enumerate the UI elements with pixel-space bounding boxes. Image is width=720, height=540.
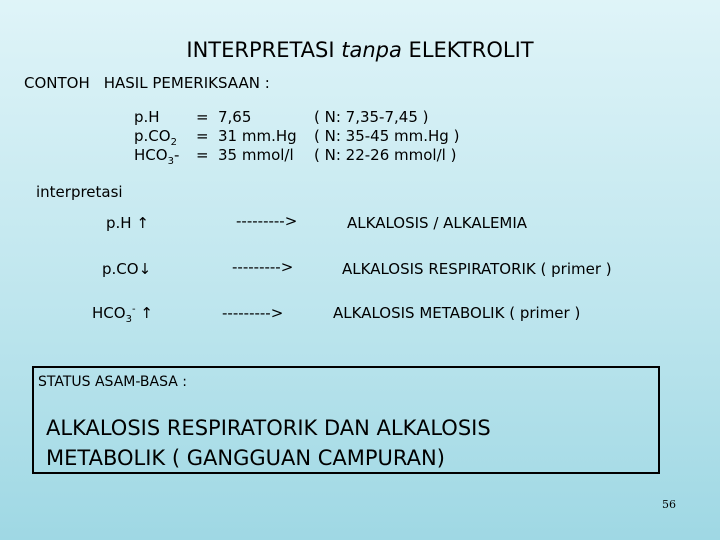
example-heading xyxy=(24,74,270,92)
page-number: 56 xyxy=(662,498,676,511)
param-value: 7,65 xyxy=(218,108,252,126)
result-row-ph xyxy=(134,108,429,126)
equals-sign: = xyxy=(196,127,209,145)
slide-title xyxy=(0,38,720,62)
title-italic: tanpa xyxy=(341,38,402,62)
param-value: 35 mmol/l xyxy=(218,146,294,164)
interp-param-hco3: $HCO_3^-$ ↑ xyxy=(92,304,153,325)
equals-sign: = xyxy=(196,108,209,126)
result-row-hco3 xyxy=(134,146,456,167)
interp-param-ph: p.H ↑ xyxy=(106,214,149,232)
equals-sign: = xyxy=(196,146,209,164)
param-value: 31 mm.Hg xyxy=(218,127,297,145)
interp-result-pco2: ALKALOSIS RESPIRATORIK ( primer ) xyxy=(342,260,612,278)
status-label: STATUS ASAM-BASA : xyxy=(38,374,187,390)
status-line-1: ALKALOSIS RESPIRATORIK DAN ALKALOSIS xyxy=(46,416,491,440)
interp-result-hco3: ALKALOSIS METABOLIK ( primer ) xyxy=(333,304,581,322)
normal-range: ( N: 35-45 mm.Hg ) xyxy=(314,127,460,145)
interp-result-ph: ALKALOSIS / ALKALEMIA xyxy=(347,214,528,232)
status-line-2: METABOLIK ( GANGGUAN CAMPURAN) xyxy=(46,446,445,470)
result-row-pco2 xyxy=(134,127,459,148)
interp-param-pco2: p.CO↓ xyxy=(102,260,152,278)
contoh-label: CONTOH xyxy=(24,74,90,92)
param-label: p.H xyxy=(134,108,160,126)
interpretasi-label: interpretasi xyxy=(36,183,123,201)
interp-arrow: ---------> xyxy=(222,304,284,322)
title-rest: ELEKTROLIT xyxy=(401,38,534,62)
interp-arrow: ---------> xyxy=(232,258,294,276)
normal-range: ( N: 22-26 mmol/l ) xyxy=(314,146,457,164)
param-label: $p.CO_2$ xyxy=(134,127,177,148)
title-main: INTERPRETASI xyxy=(186,38,342,62)
param-label: $HCO_3-$ xyxy=(134,146,180,167)
normal-range: ( N: 7,35-7,45 ) xyxy=(314,108,429,126)
interp-arrow: ---------> xyxy=(236,212,298,230)
hasil-label: HASIL PEMERIKSAAN : xyxy=(103,74,270,92)
